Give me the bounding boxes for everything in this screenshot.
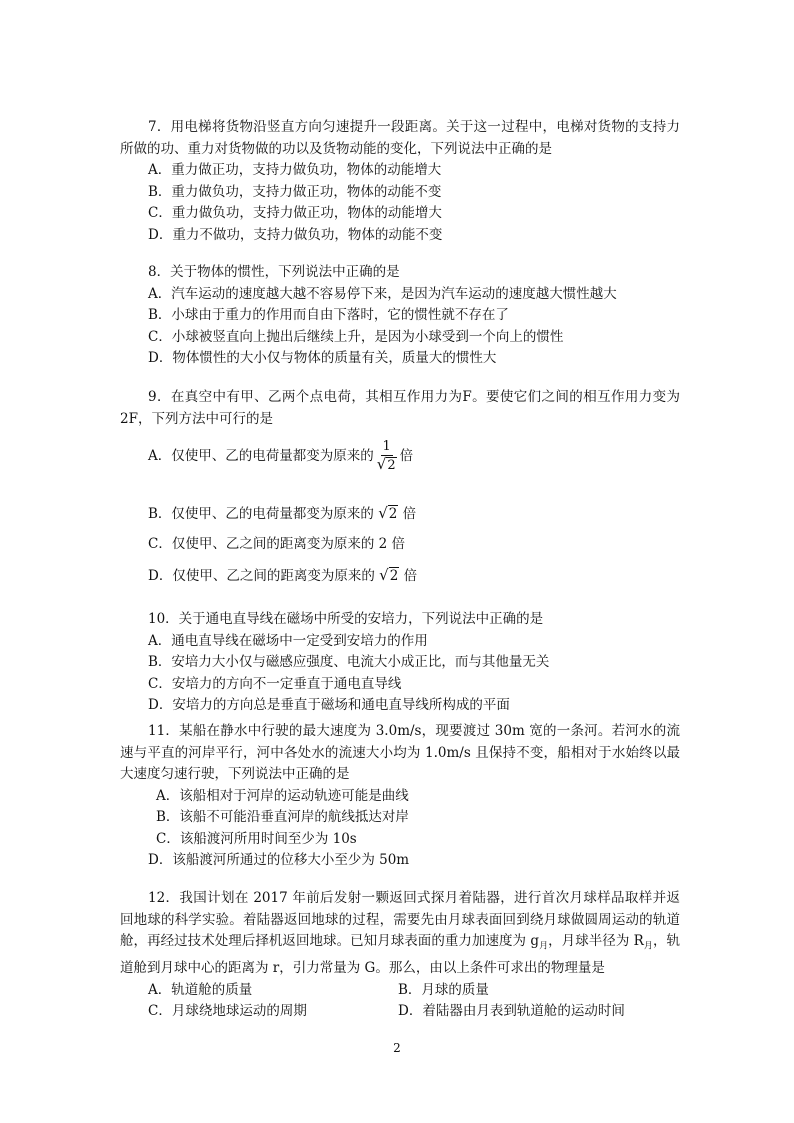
question-9-option-c-text: C．仅使甲、乙之间的距离变为原来的 2 倍	[148, 536, 406, 552]
radical-sign: √	[378, 504, 388, 522]
question-9-option-a-suffix: 倍	[399, 448, 414, 464]
question-7-option-a: A．重力做正功，支持力做负功，物体的动能增大	[148, 162, 442, 178]
question-10	[120, 609, 680, 717]
question-7-option-d: D．重力不做功，支持力做负功，物体的动能不变	[148, 226, 443, 243]
question-8	[120, 262, 680, 370]
question-12-stem-part-2: ，月球半径为 R	[548, 933, 644, 949]
question-11-option-c: C．该船渡河所用时间至少为 10s	[156, 830, 357, 847]
question-12-option-a: A．轨道舱的质量	[148, 981, 253, 998]
question-8-option-a: A．汽车运动的速度越大越不容易停下来，是因为汽车运动的速度越大惯性越大	[148, 285, 617, 302]
radicand: 2	[387, 458, 396, 473]
fraction-one-over-root-two	[377, 439, 397, 474]
question-10-option-d: D．安培力的方向总是垂直于磁场和通电直导线所构成的平面	[148, 697, 510, 713]
question-11	[120, 721, 680, 872]
question-12-option-c: C．月球绕地球运动的周期	[148, 1003, 307, 1020]
question-12-stem-part-1: 12．我国计划在 2017 年前后发射一颗返回式探月着陆器，进行首次月球样品取样并返回地球的科学实验。着陆器返回地球的过程，需要先由月球表面回到绕月球做圆周运动的轨道舱，再经过技术处理后择机返回地球。已知月球表面的重力加速度为 g	[120, 890, 680, 949]
question-9	[120, 387, 680, 430]
question-8-stem: 8．关于物体的惯性，下列说法中正确的是	[148, 264, 400, 280]
question-9-stem: 9．在真空中有甲、乙两个点电荷，其相互作用力为F。要使它们之间的相互作用力变为2F，下列方法中可行的是	[120, 389, 680, 427]
question-9-option-d	[120, 565, 680, 588]
question-12-stem-part-3: ，轨道舱到月球中心的距离为 r，引力常量为 G。那么，由以上条件可求出的物理量是	[120, 933, 680, 977]
question-11-stem: 11．某船在静水中行驶的最大速度为 3.0m/s，现要渡过 30m 宽的一条河。若河水的流速与平直的河岸平行，河中各处水的流速大小均为 1.0m/s 且保持不变，船相对于水始终以最大速度匀速行驶，下列说法中正确的是	[120, 723, 680, 782]
question-7-option-c: C．重力做负功，支持力做正功，物体的动能增大	[148, 205, 442, 221]
subscript-moon: 月	[539, 941, 549, 952]
question-12-option-d: D．着陆器由月表到轨道舱的运动时间	[398, 1003, 625, 1020]
question-8-option-d: D．物体惯性的大小仅与物体的质量有关，质量大的惯性大	[148, 350, 497, 366]
question-9-option-b-suffix: 倍	[402, 506, 417, 522]
question-10-option-a: A．通电直导线在磁场中一定受到安培力的作用	[148, 632, 428, 649]
sqrt-symbol	[378, 503, 398, 526]
question-11-option-a: A．该船相对于河岸的运动轨迹可能是曲线	[156, 787, 409, 804]
subscript-moon: 月	[643, 941, 653, 952]
radicand: 2	[388, 506, 398, 522]
question-11-option-d: D．该船渡河所通过的位移大小至少为 50m	[148, 852, 410, 868]
question-10-stem: 10．关于通电直导线在磁场中所受的安培力，下列说法中正确的是	[148, 611, 544, 627]
question-7-stem: 7．用电梯将货物沿竖直方向匀速提升一段距离。关于这一过程中，电梯对货物的支持力所做的功、重力对货物做的功以及货物动能的变化，下列说法中正确的是	[120, 119, 680, 157]
question-9-option-a	[120, 439, 680, 474]
sqrt-symbol	[377, 456, 397, 474]
question-11-option-b: B．该船不可能沿垂直河岸的航线抵达对岸	[156, 809, 409, 825]
question-7	[120, 117, 680, 246]
question-9-option-c	[120, 534, 680, 556]
question-12-stem	[120, 888, 680, 980]
question-10-option-b: B．安培力大小仅与磁感应强度、电流大小成正比，而与其他量无关	[148, 654, 550, 670]
question-9-option-d-suffix: 倍	[403, 568, 418, 584]
question-8-option-b: B．小球由于重力的作用而自由下落时，它的惯性就不存在了	[148, 307, 509, 323]
sqrt-symbol	[379, 565, 399, 588]
radical-sign: √	[379, 566, 389, 584]
question-9-option-d-text: D．仅使甲、乙之间的距离变为原来的	[148, 568, 375, 584]
question-12	[120, 888, 680, 1023]
question-12-options-row-2	[120, 1001, 680, 1023]
question-7-option-b: B．重力做负功，支持力做正功，物体的动能不变	[148, 183, 442, 200]
radicand: 2	[389, 568, 399, 584]
question-9-option-a-text: A．仅使甲、乙的电荷量都变为原来的	[148, 448, 374, 464]
question-12-option-b: B．月球的质量	[398, 981, 489, 998]
radical-sign: √	[376, 455, 387, 473]
question-9-option-b-text: B．仅使甲、乙的电荷量都变为原来的	[148, 506, 374, 522]
question-8-option-c: C．小球被竖直向上抛出后继续上升，是因为小球受到一个向上的惯性	[148, 328, 564, 345]
question-10-option-c: C．安培力的方向不一定垂直于通电直导线	[148, 675, 402, 692]
fraction-numerator: 1	[382, 439, 391, 454]
question-12-options-row-1	[120, 980, 680, 1002]
page-number: 2	[393, 1041, 401, 1055]
question-9-option-b	[120, 503, 680, 526]
